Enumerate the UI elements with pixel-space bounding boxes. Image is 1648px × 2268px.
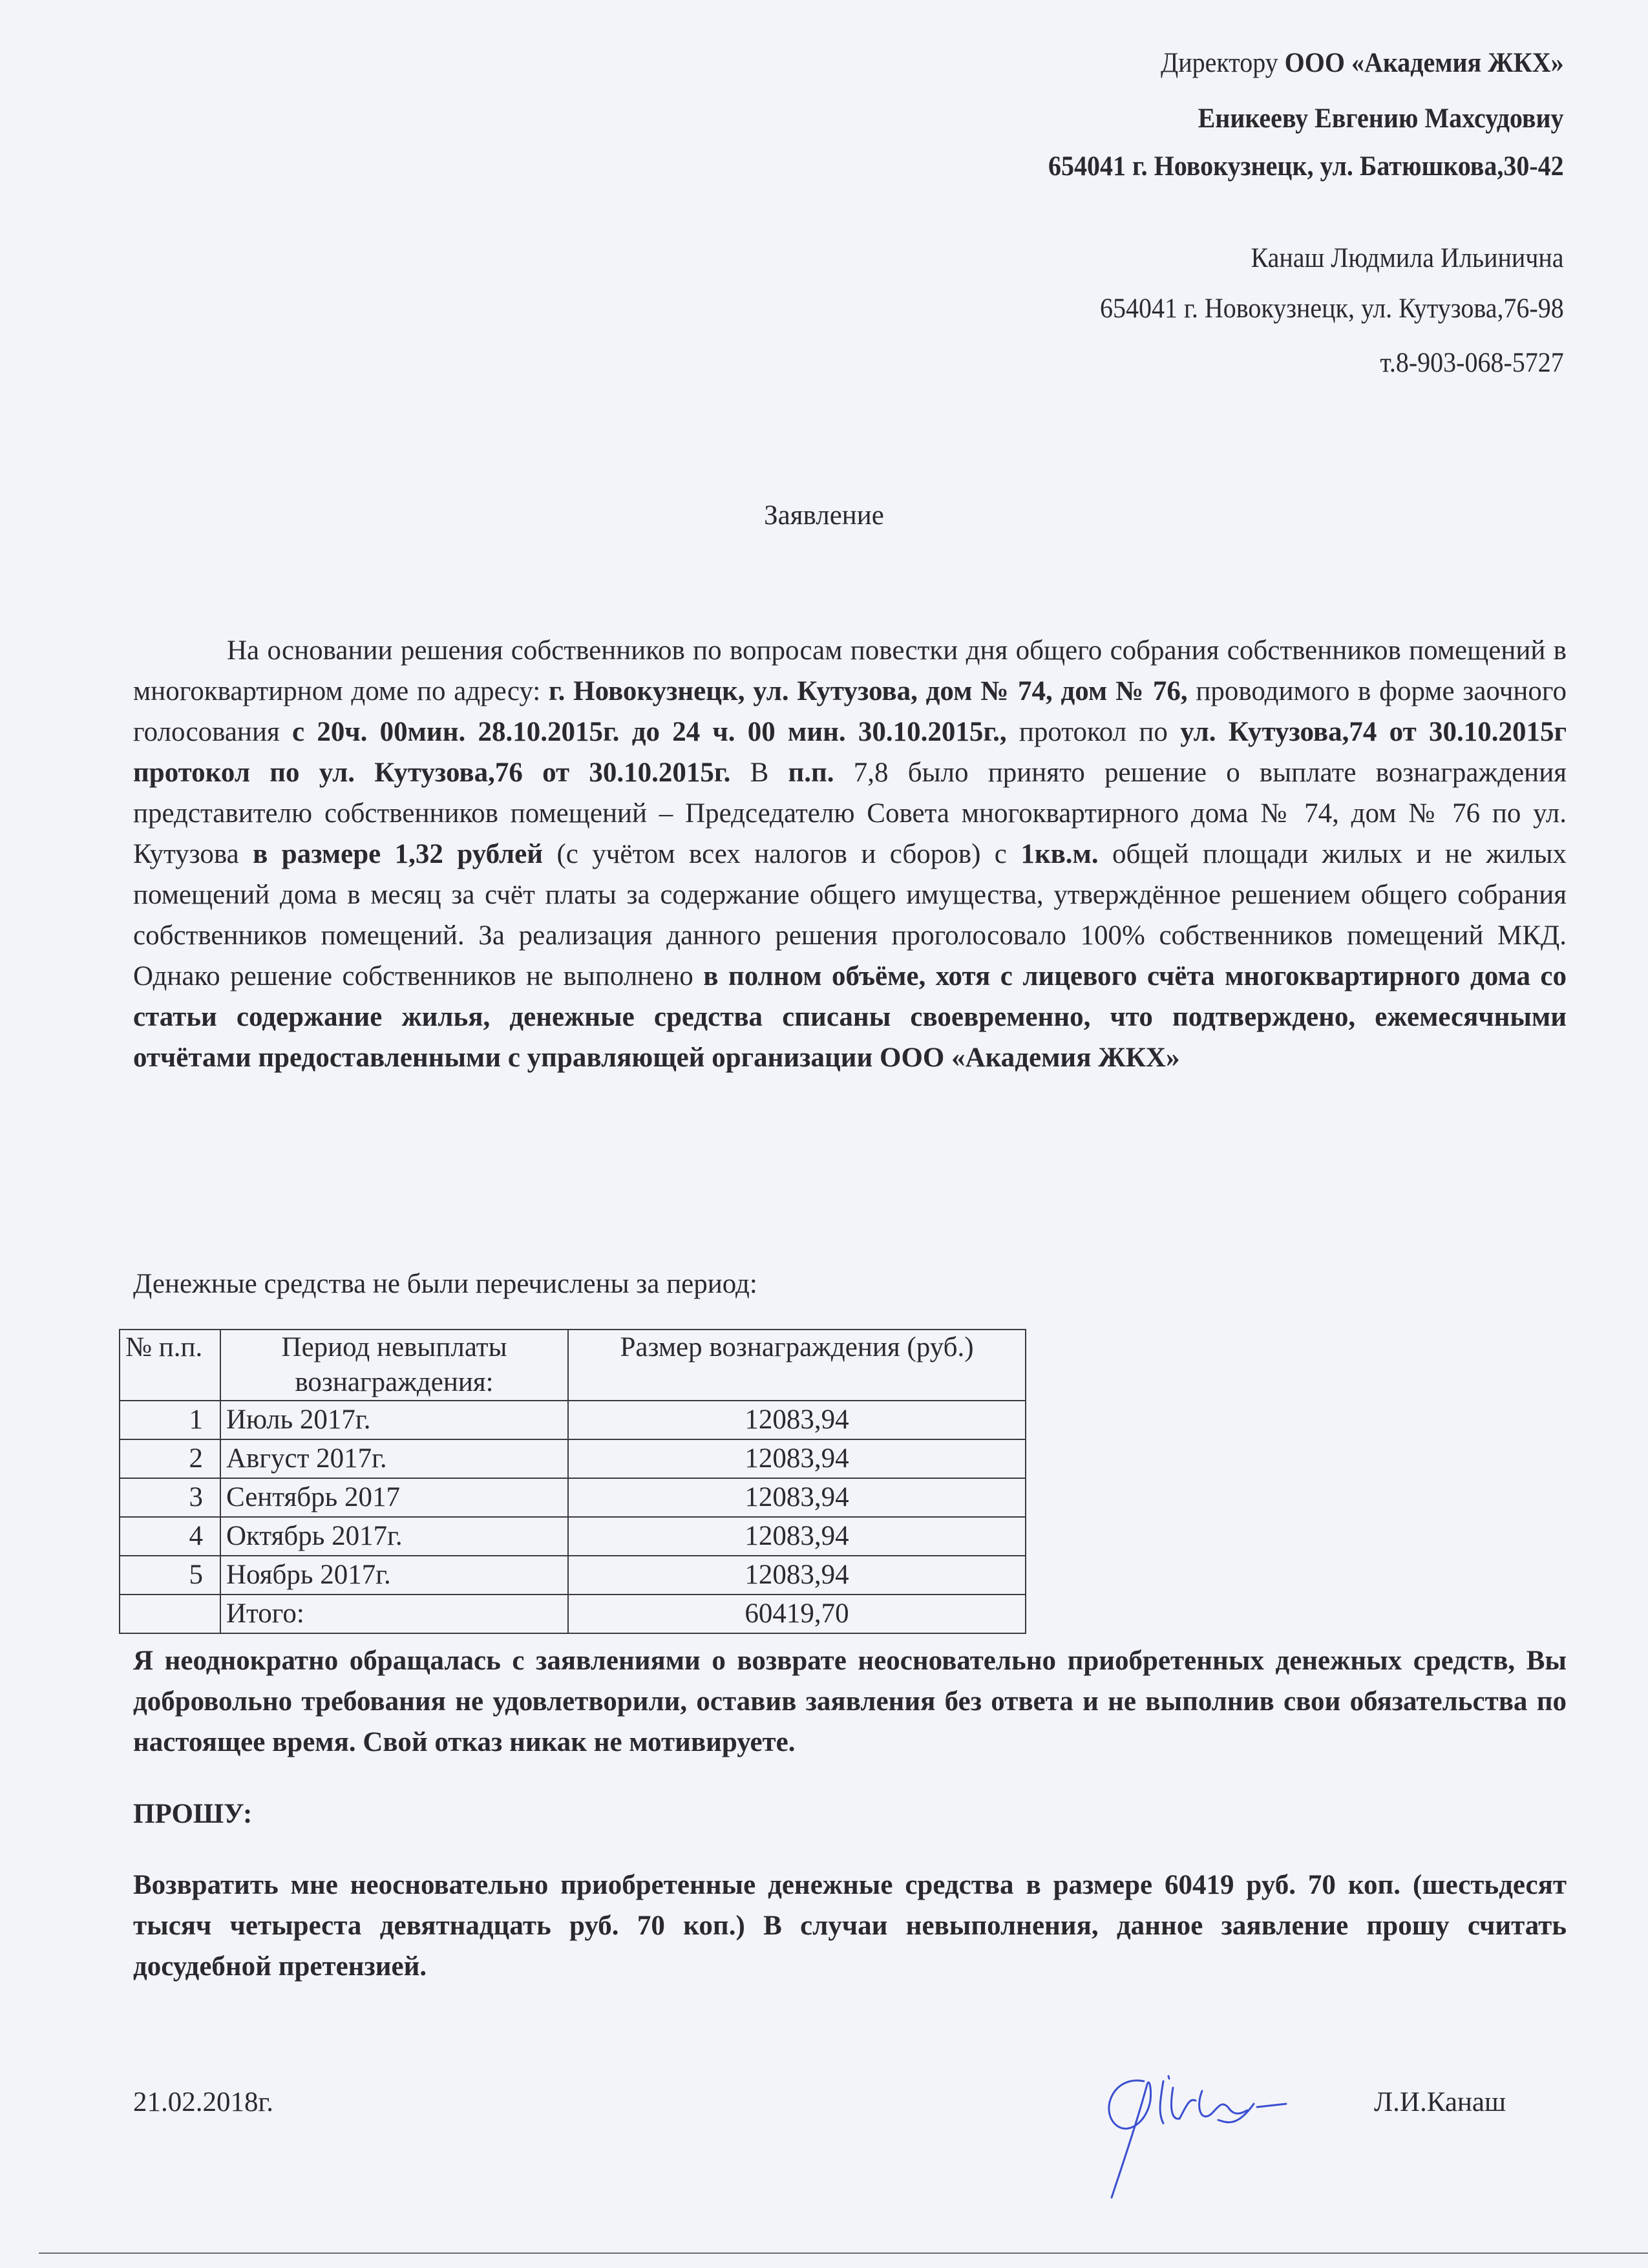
sender-name: Канаш Людмила Ильинична	[1251, 243, 1564, 273]
total-label: Итого:	[220, 1595, 568, 1633]
table-row: 5 Ноябрь 2017г. 12083,94	[120, 1556, 1026, 1595]
complaint-paragraph: Я неоднократно обращалась с заявлениями о возврате неосновательно приобретенных денежных средств, Вы добровольно требования не удовлетворили, оставив заявления без ответа и не выполнив свои обязательства по настоящее время. Свой отказ никак не мотивируете.	[133, 1646, 1567, 1757]
table-row: 3 Сентябрь 2017 12083,94	[120, 1478, 1026, 1517]
sender-phone: т.8-903-068-5727	[1380, 348, 1564, 378]
addressee-company: ООО «Академия ЖКХ»	[1285, 48, 1564, 78]
table-header-row	[120, 1330, 1026, 1401]
header-num: № п.п.	[120, 1330, 220, 1401]
main-paragraph: На основании решения собственников по вопросам повестки дня общего собрания собственников помещений в многоквартирном доме по адресу: г. Новокузнецк, ул. Кутузова, дом № 74, дом № 76, проводимого в форме заочного голосования с 20ч. 00мин. 28.10.2015г. до 24 ч. 00 мин. 30.10.2015г., протокол по ул. Кутузова,74 от 30.10.2015г протокол по ул. Кутузова,76 от 30.10.2015г. В п.п. 7,8 было принято решение о выплате вознаграждения представителю собственников помещений – Председателю Совета многоквартирного дома № 74, дом № 76 по ул. Кутузова в размере 1,32 рублей (с учётом всех налогов и сборов) с 1кв.м. общей площади жилых и не жилых помещений дома в месяц за счёт платы за содержание общего имущества, утверждённое решением общего собрания собственников помещений. За реализация данного решения проголосовало 100% собственников помещений МКД. Однако решение собственников не выполнено в полном объёме, хотя с лицевого счёта многоквартирного дома со статьи содержание жилья, денежные средства списаны своевременно, что подтверждено, ежемесячными отчётами предоставленными с управляющей организации ООО «Академия ЖКХ»	[133, 635, 1567, 1073]
table-row: 4 Октябрь 2017г. 12083,94	[120, 1517, 1026, 1556]
unpaid-table	[119, 1329, 1026, 1634]
addressee-line-1: Директору ООО «Академия ЖКХ»	[1161, 48, 1564, 78]
document-date: 21.02.2018г.	[133, 2087, 274, 2117]
request-heading: ПРОШУ:	[133, 1799, 253, 1829]
signer-name: Л.И.Канаш	[1374, 2087, 1506, 2117]
table-row: 1 Июль 2017г. 12083,94	[120, 1401, 1026, 1439]
signature-icon	[1099, 2062, 1344, 2210]
sender-address: 654041 г. Новокузнецк, ул. Кутузова,76-98	[1100, 293, 1564, 324]
addressee-address: 654041 г. Новокузнецк, ул. Батюшкова,30-42	[1048, 151, 1564, 182]
request-paragraph: Возвратить мне неосновательно приобретенные денежные средства в размере 60419 руб. 70 коп. (шестьдесят тысяч четыреста девятнадцать руб. 70 коп.) В случаи невыполнения, данное заявление прошу считать досудебной претензией.	[133, 1870, 1567, 1982]
table-total-row	[120, 1595, 1026, 1633]
scan-edge-divider	[39, 2252, 1648, 2254]
header-period: Период невыплаты вознаграждения:	[220, 1330, 568, 1401]
document-title: Заявление	[764, 500, 884, 531]
total-amount: 60419,70	[568, 1595, 1026, 1633]
table-row: 2 Август 2017г. 12083,94	[120, 1439, 1026, 1478]
header-amount: Размер вознаграждения (руб.)	[568, 1330, 1026, 1401]
period-intro: Денежные средства не были перечислены за период:	[133, 1269, 757, 1299]
addressee-name: Еникееву Евгению Махсудовиу	[1198, 103, 1564, 134]
